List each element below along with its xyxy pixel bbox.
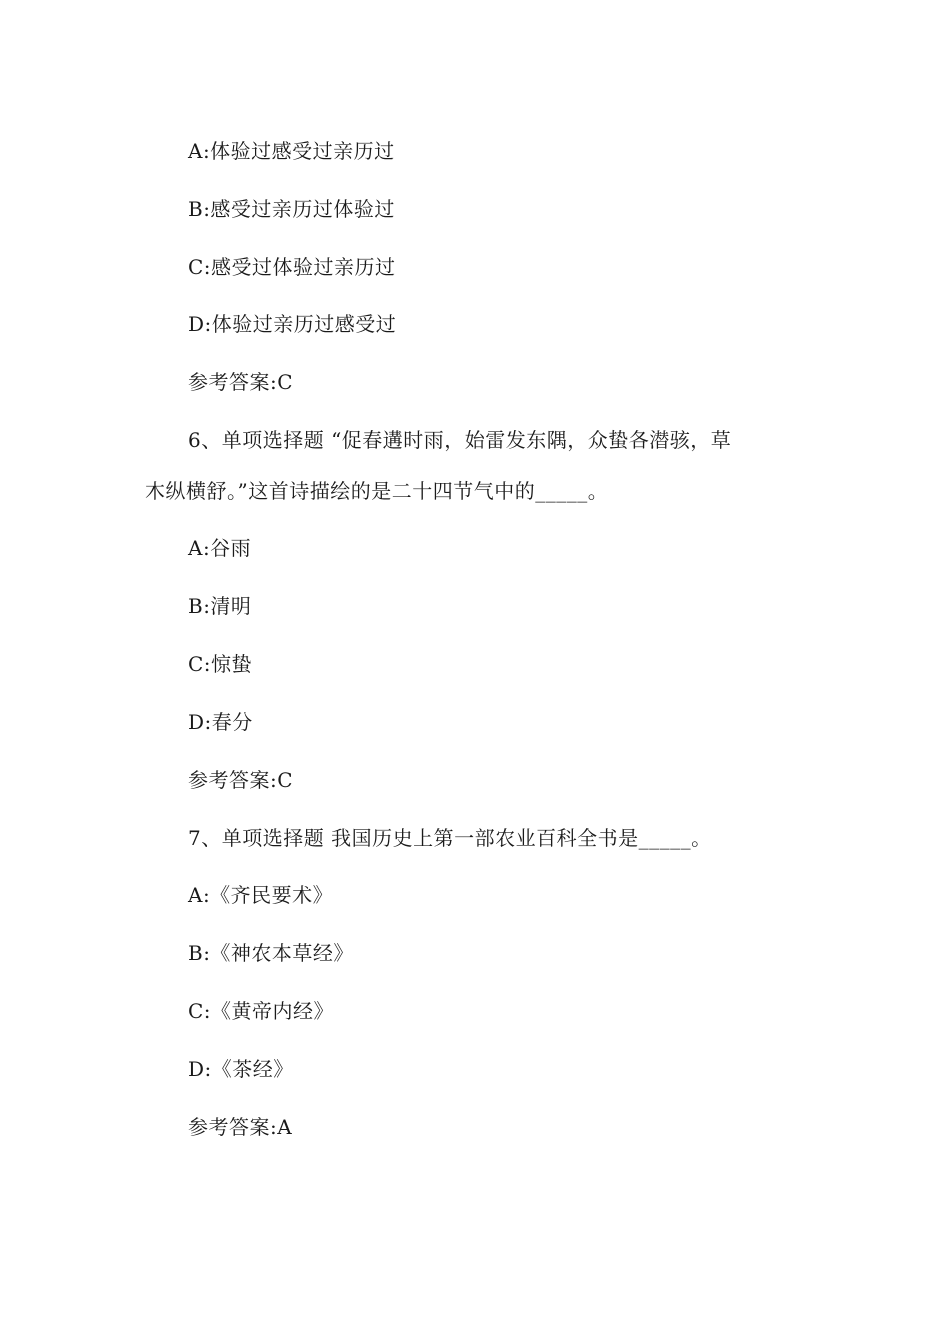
q5-option-d: D:体验过亲历过感受过 [188, 312, 397, 336]
q5-option-a: A:体验过感受过亲历过 [188, 139, 395, 163]
q6-option-a: A:谷雨 [188, 536, 252, 560]
q6-answer: 参考答案:C [188, 768, 294, 792]
q6-stem-line1: 6、单项选择题 “促春遘时雨，始雷发东隅，众蛰各潜骇，草 [188, 428, 732, 452]
q7-answer: 参考答案:A [188, 1115, 293, 1139]
q6-option-b: B:清明 [188, 594, 252, 618]
q7-stem: 7、单项选择题 我国历史上第一部农业百科全书是_____。 [188, 826, 712, 850]
q7-option-b: B:《神农本草经》 [188, 941, 354, 965]
q7-option-a: A:《齐民要术》 [188, 883, 334, 907]
q6-option-c: C:惊蛰 [188, 652, 253, 676]
q7-option-d: D:《茶经》 [188, 1057, 294, 1081]
q5-option-c: C:感受过体验过亲历过 [188, 255, 396, 279]
q7-option-c: C:《黄帝内经》 [188, 999, 335, 1023]
q5-option-b: B:感受过亲历过体验过 [188, 197, 395, 221]
q6-stem-line2: 木纵横舒。”这首诗描绘的是二十四节气中的_____。 [145, 479, 609, 503]
q6-stem [145, 428, 805, 503]
q5-answer: 参考答案:C [188, 370, 294, 394]
q6-option-d: D:春分 [188, 710, 253, 734]
